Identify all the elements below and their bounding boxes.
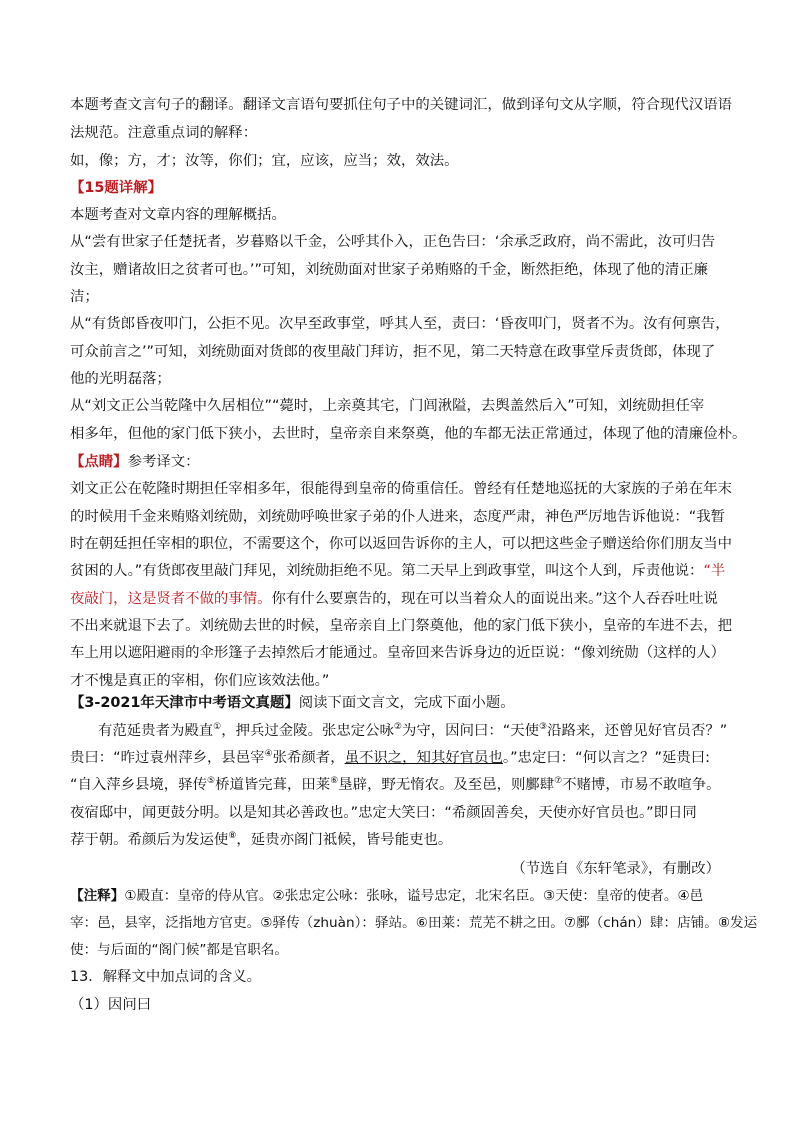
text-span: 荐于朝。希颜后为发运使 — [70, 832, 229, 848]
text-span: “自入萍乡县境，驿传 — [70, 777, 207, 793]
text-span: ①殿直：皇帝的侍从官。②张忠定公咏：张咏，谥号忠定，北宋名臣。③天使：皇帝的使者。④邑 — [124, 888, 704, 904]
text-line: 相多年，但他的家门低下狭小，去世时，皇帝亲自来祭奠，他的车都无法正常通过，体现了他的清廉俭朴。 — [70, 426, 747, 442]
question-13-item-1: （1）因问曰 — [70, 997, 152, 1013]
text-span: 不赌博，市易不敢喧争。 — [562, 777, 721, 793]
text-span: 沿路来，还曾见好官员否？” — [547, 723, 728, 739]
text-span: 为守，因问曰：“天使 — [402, 723, 539, 739]
section-heading-q15: 【15题详解】 — [70, 180, 162, 196]
text-line: 时在朝廷担任宰相的职位，不需要这个，你可以返回告诉你的主人，可以把这些金子赠送给你们朋友当中 — [70, 536, 732, 552]
text-span-red: “半 — [703, 563, 726, 579]
notes-line: 使：与后面的“阁门候”都是官职名。 — [70, 942, 288, 958]
text-line: 不出来就退下去了。刘统勋去世的时候，皇帝亲自上门祭奠他，他的家门低下狭小，皇帝的车进不去，把 — [70, 618, 732, 634]
footnote-mark: ① — [213, 722, 222, 733]
translation-heading-text: 参考译文： — [127, 454, 200, 470]
footnote-mark: ⑤ — [206, 776, 216, 787]
text-line — [70, 562, 740, 580]
translation-heading-tag: 【点睛】 — [70, 454, 128, 470]
text-line: 才不愧是真正的宰相，你们应该效法他。” — [70, 673, 330, 689]
text-line: 的时候用千金来贿赂刘统勋，刘统勋呼唤世家子弟的仆人进来，态度严肃，神色严厉地告诉他说：“我暂 — [70, 509, 726, 525]
text-line: 从“刘文正公当乾隆中久居相位”“薨时，上亲奠其宅，门闾湫隘，去舆盖然后入”可知，刘统勋担任宰 — [70, 398, 705, 414]
text-line: 从“有货郎昏夜叩门，公拒不见。次早至政事堂，呼其人至，责曰：‘昏夜叩门，贤者不为。汝有何禀告， — [70, 316, 730, 332]
text-span: ，延贵亦阁门祗候，皆号能吏也。 — [236, 832, 453, 848]
passage-heading — [70, 694, 740, 712]
notes-tag: 【注释】 — [70, 888, 125, 904]
notes-line — [70, 887, 740, 905]
text-line: 洁； — [70, 289, 99, 305]
text-line: 车上用以遮阳避雨的伞形篷子去掉然后才能通过。皇帝回来告诉身边的近臣说：“像刘统勋（这样的人） — [70, 645, 726, 661]
footnote-mark: ⑥ — [330, 776, 339, 787]
passage-heading-instruction: 阅读下面文言文，完成下面小题。 — [298, 695, 515, 711]
passage-line: 夜宿邸中，闻更鼓分明。以是知其必善政也。”忠定大笑曰：“希颜固善矣，天使亦好官员也。”即日同 — [70, 805, 697, 821]
text-line: 汝主，赠诸故旧之贫者可也。’”可知，刘统勋面对世家子弟贿赂的千金，断然拒绝，体现了他的清正廉 — [70, 262, 709, 278]
text-span: 你有什么要禀告的，现在可以当着众人的面说出来。”这个人吞吞吐吐说 — [271, 591, 718, 607]
text-line — [70, 590, 740, 608]
text-span: 垦辟，野无惰农。及至邑，则鄽肆 — [338, 777, 555, 793]
text-span: 桥道皆完葺，田莱 — [215, 777, 331, 793]
footnote-mark: ⑦ — [554, 776, 563, 787]
passage-heading-source: 【3-2021年天津市中考语文真题】 — [70, 695, 299, 711]
footnote-mark: ③ — [538, 722, 548, 733]
footnote-mark: ⑧ — [228, 831, 237, 842]
text-span: 贵曰：“昨过袁州萍乡，县邑宰 — [70, 750, 265, 766]
passage-line — [70, 749, 740, 767]
passage-line — [70, 776, 740, 794]
passage-line — [70, 831, 740, 849]
text-span: 贫困的人。”有货郎夜里敲门拜见，刘统勋拒绝不见。第二天早上到政事堂，叫这个人到，斥责他说： — [70, 563, 704, 579]
text-span: 。”忠定曰：“何以言之？”延贵曰: — [502, 750, 710, 766]
text-line: 他的光明磊落； — [70, 371, 171, 387]
text-line: 本题考查文言句子的翻译。翻译文言语句要抓住句子中的关键词汇，做到译句文从字顺，符合现代汉语语 — [70, 97, 732, 113]
notes-line: 宰：邑，县宰，泛指地方官吏。⑤驿传（zhuàn）：驿站。⑥田莱：荒芜不耕之田。⑦鄽（chán）肆：店铺。⑧发运 — [70, 915, 758, 931]
translation-heading — [70, 453, 740, 471]
text-line: 刘文正公在乾隆时期担任宰相多年，很能得到皇帝的倚重信任。曾经有任楚地巡抚的大家族的子弟在年末 — [70, 481, 732, 497]
text-span-red: 夜敲门，这是贤者不做的事情。 — [70, 591, 272, 607]
text-line: 可众前言之’”可知，刘统勋面对货郎的夜里敲门拜访，拒不见，第二天特意在政事堂斥责货郎，体现了 — [70, 344, 716, 360]
text-line: 从“尝有世家子任楚抚者，岁暮赂以千金，公呼其仆入，正色告曰：‘余承乏政府，尚不需此，汝可归告 — [70, 234, 716, 250]
passage-source: （节选自《东轩笔录》，有删改） — [511, 861, 720, 877]
passage-line — [98, 722, 768, 740]
text-line: 本题考查对文章内容的理解概括。 — [70, 207, 286, 223]
text-line: 如，像；方，才；汝等，你们；宜，应该，应当；效，效法。 — [70, 153, 459, 169]
text-line: 法规范。注意重点词的解释： — [70, 125, 258, 141]
question-13-title: 13．解释文中加点词的含义。 — [70, 969, 261, 985]
footnote-mark: ④ — [264, 749, 273, 760]
text-span: 张希颜者， — [272, 750, 345, 766]
text-span: ，押兵过金陵。张忠定公咏 — [221, 723, 394, 739]
text-span: 有范延贵者为殿直 — [98, 723, 214, 739]
footnote-mark: ② — [393, 722, 402, 733]
underlined-sentence: 虽不识之，知其好官员也 — [344, 750, 503, 766]
